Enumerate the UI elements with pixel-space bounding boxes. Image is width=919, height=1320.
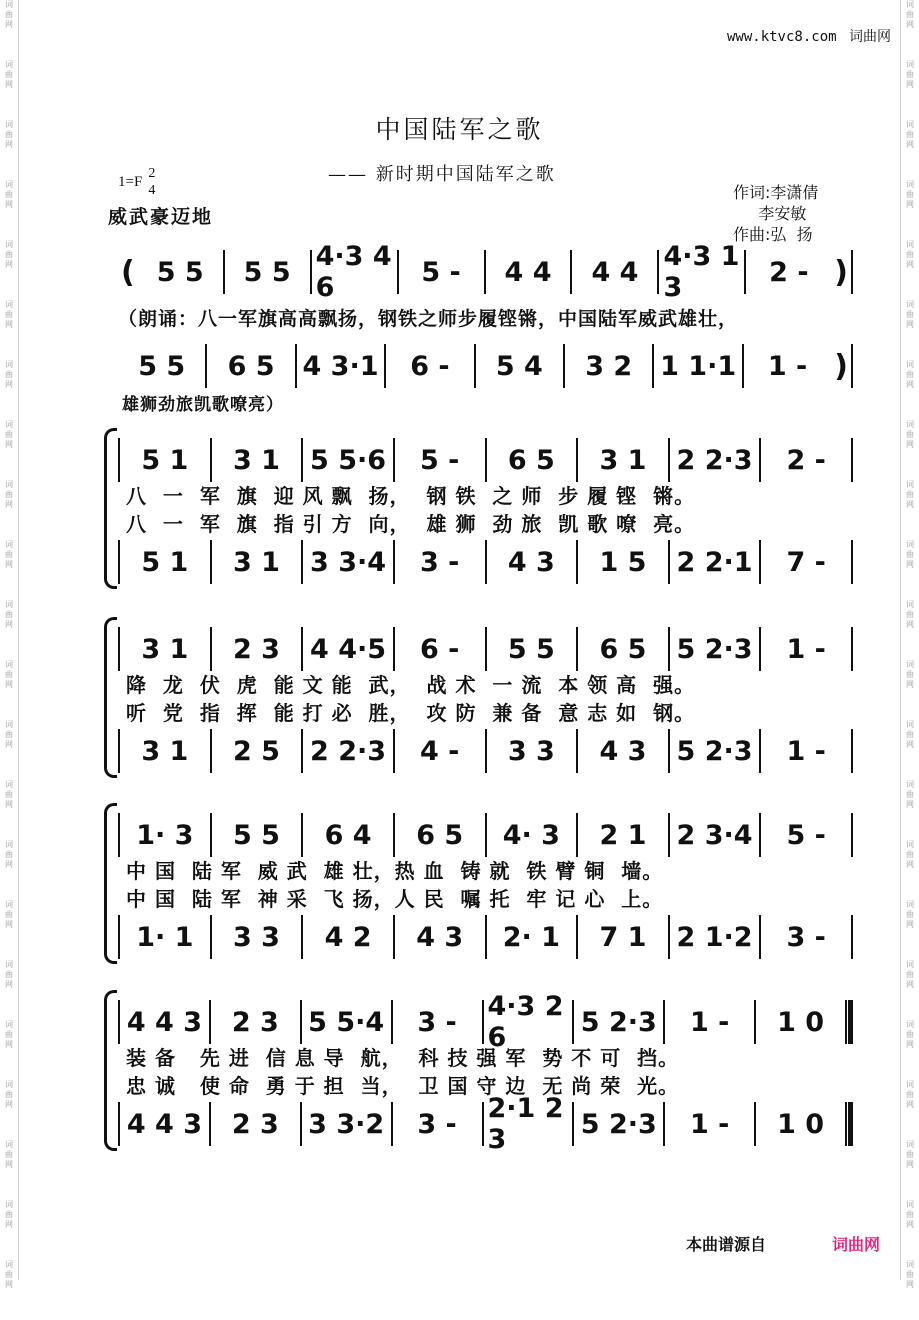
notation-line [118,438,853,482]
measure: 6 5 [599,633,647,665]
barline [851,813,853,857]
measure: 2 3 [232,633,280,665]
watermark-glyph-stack: 词 曲 网 [906,540,914,569]
recitation-line-1: （朗诵：八一军旗高高飘扬，钢铁之师步履铿锵，中国陆军威武雄壮， [118,308,739,330]
watermark-glyph-stack: 词 曲 网 [906,300,914,329]
notation-line [118,729,853,773]
lyricist: 作词:李潇倩 [733,183,819,202]
measure: 2 - [786,444,826,476]
watermark-glyph-stack: 词 曲 网 [5,300,13,329]
barline [851,915,853,959]
song-title: 中国陆军之歌 [375,115,544,144]
lyricist-2: 李安敏 [733,204,807,223]
lyric-verse-1: 降 龙 伏 虎 能 文 能 武， 战 术 一 流 本 领 高 强。 [126,673,696,697]
watermark-glyph-stack: 词 曲 网 [5,360,13,389]
watermark-glyph-stack: 词 曲 网 [906,60,914,89]
measure: 2 1 [599,819,647,851]
measure: 2 2·3 [676,444,753,476]
watermark-glyph-stack: 词 曲 网 [5,480,13,509]
watermark-glyph-stack: 词 曲 网 [5,600,13,629]
system-brace [104,428,117,589]
watermark-glyph-stack: 词 曲 网 [906,960,914,989]
lyric-verse-1: 中 国 陆 军 威 武 雄 壮，热 血 铸 就 铁 臂 铜 墙。 [126,859,664,883]
measure: 1 0 [777,1006,825,1038]
site-url[interactable]: www.ktvc8.com [726,29,837,45]
measure: 5 1 [141,444,189,476]
measure: 7 1 [599,921,647,953]
lyric-verse-1: 装 备 先 进 信 息 导 航， 科 技 强 军 势 不 可 挡。 [126,1046,680,1070]
measure: 3 3 [507,735,555,767]
watermark-glyph-stack: 词 曲 网 [906,1140,914,1169]
watermark-glyph-stack: 词 曲 网 [5,1200,13,1229]
measure: 5 2·3 [580,1006,657,1038]
credits [733,182,818,245]
measure: 3 2 [585,350,633,382]
intro-line-1 [118,241,853,303]
watermark-glyph-stack: 词 曲 网 [5,60,13,89]
watermark-glyph-stack: 词 曲 网 [5,780,13,809]
lyric-verse-2: 中 国 陆 军 神 采 飞 扬，人 民 嘱 托 牢 记 心 上。 [126,887,664,911]
measure: 4 4·5 [310,633,387,665]
watermark-glyph-stack: 词 曲 网 [906,360,914,389]
watermark-glyph-stack: 词 曲 网 [5,660,13,689]
measure: 5 - [419,444,460,476]
system-brace [104,803,117,964]
watermark-glyph-stack: 词 曲 网 [906,660,914,689]
measure: 3 - [417,1108,457,1140]
composer: 作曲:弘 扬 [733,225,813,244]
measure: 3 1 [232,546,280,578]
measure: 4 3·1 [302,350,379,382]
measure: 4· 3 [502,819,560,851]
watermark-glyph-stack: 词 曲 网 [906,1260,914,1289]
measure: 2 3·4 [676,819,753,851]
lyric-verse-1: 八 一 军 旗 迎 风 飘 扬， 钢 铁 之 师 步 履 铿 锵。 [126,484,696,508]
site-header [727,26,891,46]
measure: 2 5 [232,735,280,767]
measure: 2· 1 [502,921,560,953]
key-signature [118,166,155,199]
measure: 6 - [410,350,450,382]
recitation-line-2: 雄狮劲旅凯歌嘹亮） [122,395,284,415]
final-barline [845,1102,853,1146]
close-paren: ) [834,254,848,290]
watermark-glyph-stack: 词 曲 网 [906,600,914,629]
measure: 6 4 [324,819,372,851]
footer-source: 本曲谱源自 [686,1235,767,1254]
measure: 1 1·1 [660,350,737,382]
measure: 4 3 [416,921,464,953]
measure: 1 5 [599,546,647,578]
watermark-glyph-stack: 词 曲 网 [5,120,13,149]
barline [851,729,853,773]
measure: 5 2·3 [580,1108,657,1140]
measure: 4 4 3 [126,1108,203,1140]
measure: 5 5·4 [308,1006,385,1038]
barline [851,250,853,294]
watermark-glyph-stack: 词 曲 网 [906,1080,914,1109]
watermark-glyph-stack: 词 曲 网 [5,900,13,929]
watermark-glyph-stack: 词 曲 网 [5,180,13,209]
watermark-glyph-stack: 词 曲 网 [906,1020,914,1049]
measure: 5 1 [141,546,189,578]
measure: 4·3 2 6 [487,991,564,1053]
watermark-glyph-stack: 词 曲 网 [5,1080,13,1109]
measure: 1 - [689,1108,730,1140]
watermark-glyph-stack: 词 曲 网 [5,420,13,449]
left-watermark-strip [2,0,16,1289]
measure: 6 - [419,633,460,665]
notation-line [118,540,853,584]
watermark-glyph-stack: 词 曲 网 [5,540,13,569]
barline [851,627,853,671]
watermark-glyph-stack: 词 曲 网 [906,720,914,749]
measure: 6 5 [227,350,275,382]
measure: 2 2·1 [676,546,753,578]
time-signature [148,166,155,199]
watermark-glyph-stack: 词 曲 网 [5,960,13,989]
watermark-glyph-stack: 词 曲 网 [906,180,914,209]
lyric-verse-2: 听 党 指 挥 能 打 必 胜， 攻 防 兼 备 意 志 如 钢。 [126,701,696,725]
notation-line [118,915,853,959]
watermark-glyph-stack: 词 曲 网 [906,480,914,509]
measure: 4 2 [324,921,372,953]
watermark-glyph-stack: 词 曲 网 [906,840,914,869]
watermark-glyph-stack: 词 曲 网 [906,1200,914,1229]
measure: 5 4 [495,350,543,382]
watermark-glyph-stack: 词 曲 网 [906,420,914,449]
barline [851,540,853,584]
open-paren: ( [121,254,135,290]
measure: 1· 1 [136,921,194,953]
measure: 1 - [786,735,826,767]
measure: 4 4 [504,256,552,288]
system-brace [104,990,117,1151]
watermark-glyph-stack: 词 曲 网 [5,840,13,869]
barline [851,438,853,482]
measure: 5 5 [156,256,204,288]
barline [851,344,853,388]
time-top: 2 [148,166,156,181]
close-paren-2: ) [834,348,848,384]
lyric-verse-2: 忠 诚 使 命 勇 于 担 当， 卫 国 守 边 无 尚 荣 光。 [126,1074,680,1098]
measure: 3 1 [141,633,189,665]
watermark-glyph-stack: 词 曲 网 [906,900,914,929]
final-barline [845,1000,853,1044]
measure: 4 3 [507,546,555,578]
measure: 1· 3 [136,819,194,851]
watermark-glyph-stack: 词 曲 网 [906,120,914,149]
measure: 4 4 3 [126,1006,203,1038]
measure: 4 - [419,735,460,767]
measure: 1 0 [777,1108,825,1140]
watermark-glyph-stack: 词 曲 网 [906,780,914,809]
measure: 5 5·6 [310,444,387,476]
notation-line [118,813,853,857]
watermark-glyph-stack: 词 曲 网 [906,0,914,29]
measure: 4 4 [591,256,639,288]
measure: 4·3 4 6 [315,241,392,303]
intro-line-2 [118,344,853,388]
tempo-marking: 威武豪迈地 [108,206,214,228]
site-name[interactable]: 词曲网 [849,29,891,45]
measure: 4·3 1 3 [663,241,740,303]
measure: 5 5 [243,256,291,288]
measure: 5 5 [138,350,186,382]
notation-line [118,1093,853,1155]
measure: 5 2·3 [676,735,753,767]
watermark-glyph-stack: 词 曲 网 [906,240,914,269]
measure: 5 5 [232,819,280,851]
right-margin-rule [900,0,901,1280]
measure: 1 - [767,350,808,382]
measure: 6 5 [507,444,555,476]
right-watermark-strip [903,0,917,1289]
measure: 3 3 [232,921,280,953]
measure: 5 5 [507,633,555,665]
measure: 7 - [786,546,826,578]
measure: 2 1·2 [676,921,753,953]
measure: 2 3 [231,1006,279,1038]
watermark-glyph-stack: 词 曲 网 [5,1260,13,1289]
measure: 5 - [421,256,461,288]
measure: 3 - [786,921,826,953]
measure: 3 3·4 [310,546,387,578]
watermark-glyph-stack: 词 曲 网 [5,1140,13,1169]
measure: 3 - [419,546,460,578]
song-subtitle: —— 新时期中国陆军之歌 [328,164,556,185]
watermark-glyph-stack: 词 曲 网 [5,1020,13,1049]
measure: 2·1 2 3 [487,1093,564,1155]
measure: 3 1 [232,444,280,476]
measure: 1 - [786,633,826,665]
system-brace [104,617,117,778]
notation-line [118,991,853,1053]
watermark-glyph-stack: 词 曲 网 [5,240,13,269]
notation-line [118,627,853,671]
lyric-verse-2: 八 一 军 旗 指 引 方 向， 雄 狮 劲 旅 凯 歌 嘹 亮。 [126,512,696,536]
measure: 3 - [417,1006,457,1038]
measure: 2 2·3 [310,735,387,767]
measure: 3 1 [599,444,647,476]
watermark-glyph-stack: 词 曲 网 [5,0,13,29]
measure: 6 5 [416,819,464,851]
watermark-glyph-stack: 词 曲 网 [5,720,13,749]
measure: 1 - [689,1006,730,1038]
key-label: 1=F [118,174,143,190]
time-bottom: 4 [148,183,156,198]
measure: 5 2·3 [676,633,753,665]
left-margin-rule [18,0,19,1280]
measure: 5 - [786,819,826,851]
measure: 3 3·2 [308,1108,385,1140]
footer-brand[interactable]: 词曲网 [832,1235,881,1254]
measure: 3 1 [141,735,189,767]
measure: 2 3 [231,1108,279,1140]
measure: 4 3 [599,735,647,767]
measure: 2 - [769,256,809,288]
